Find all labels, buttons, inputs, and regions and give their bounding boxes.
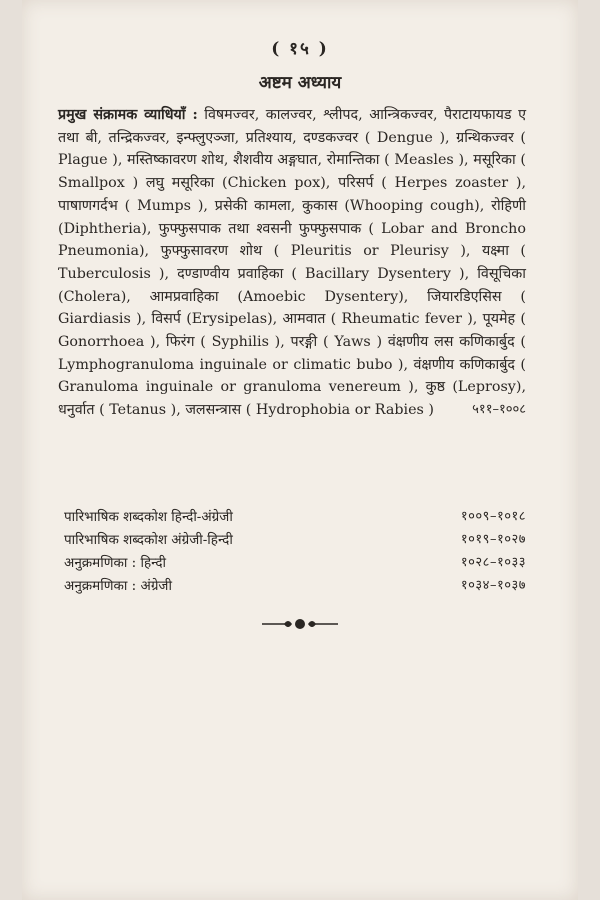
toc-title: अनुक्रमणिका : अंग्रेजी [64,578,172,594]
toc-page-range: १००९–१०१८ [460,509,526,524]
toc-page-range: १०३४–१०३७ [460,578,526,593]
floral-divider-icon [22,616,578,635]
entry-text: विषमज्वर, कालज्वर, श्लीपद, आन्त्रिकज्वर, पैराटायफायड ए तथा बी, तन्द्रिकज्वर, इन्फ्लुएञ्जा, प्रतिश्याय, दण्डकज्वर ( Dengue ), ग्रन्थिकज्वर ( Plague ), मस्तिष्कावरण शोथ, शैशवीय अङ्गघात, रोमान्तिका ( Measles ), मसूरिका ( Smallpox ) लघु मसूरिका (Chicken pox), परिसर्प ( Herpes zoaster ), पाषाणगर्दभ ( Mumps ), प्रसेकी कामला, कुकास (Whooping cough), रोहिणी (Diphtheria), फुफ्फुसपाक तथा श्वसनी फुफ्फुसपाक ( Lobar and Broncho Pneumonia), फुफ्फुसावरण शोथ ( Pleuritis or Pleurisy ), यक्ष्मा ( Tuberculosis ), दण्डाण्वीय प्रवाहिका ( Bacillary Dysentery ), विसूचिका (Cholera), आमप्रवाहिका (Amoebic Dysentery), जियारडिएसिस ( Giardiasis ), विसर्प (Erysipelas), आमवात ( Rheumatic fever ), पूयमेह ( Gonorrhoea ), फिरंग ( Syphilis ), परङ्गी ( Yaws ) वंक्षणीय लस कणिकार्बुद ( Lymphogranuloma inguinale or climatic bubo ), वंक्षणीय कणिकार्बुद ( Granuloma inguinale or granuloma venereum ), कुष्ठ (Leprosy), धनुर्वात ( Tetanus ), जलसन्त्रास ( Hydrophobia or Rabies ) [58,107,526,419]
page-number: ( १५ ) [271,39,329,59]
entry-heading: प्रमुख संक्रामक व्याधियाँ : [58,107,198,123]
toc-row [64,552,526,574]
toc-row [64,575,526,597]
toc-row [64,506,526,528]
toc-title: पारिभाषिक शब्दकोश हिन्दी-अंग्रेजी [64,509,233,525]
toc-page-range: १०१९–१०२७ [460,532,526,547]
contents-entry [58,104,526,422]
toc-title: पारिभाषिक शब्दकोश अंग्रेजी-हिन्दी [64,532,233,548]
book-page [22,0,578,900]
toc-page-range: १०२८–१०३३ [460,555,526,570]
entry-page-range: ५११–१००८ [472,402,526,418]
toc-title: अनुक्रमणिका : हिन्दी [64,555,167,571]
toc-row [64,529,526,551]
chapter-title: अष्टम अध्याय [258,73,342,93]
